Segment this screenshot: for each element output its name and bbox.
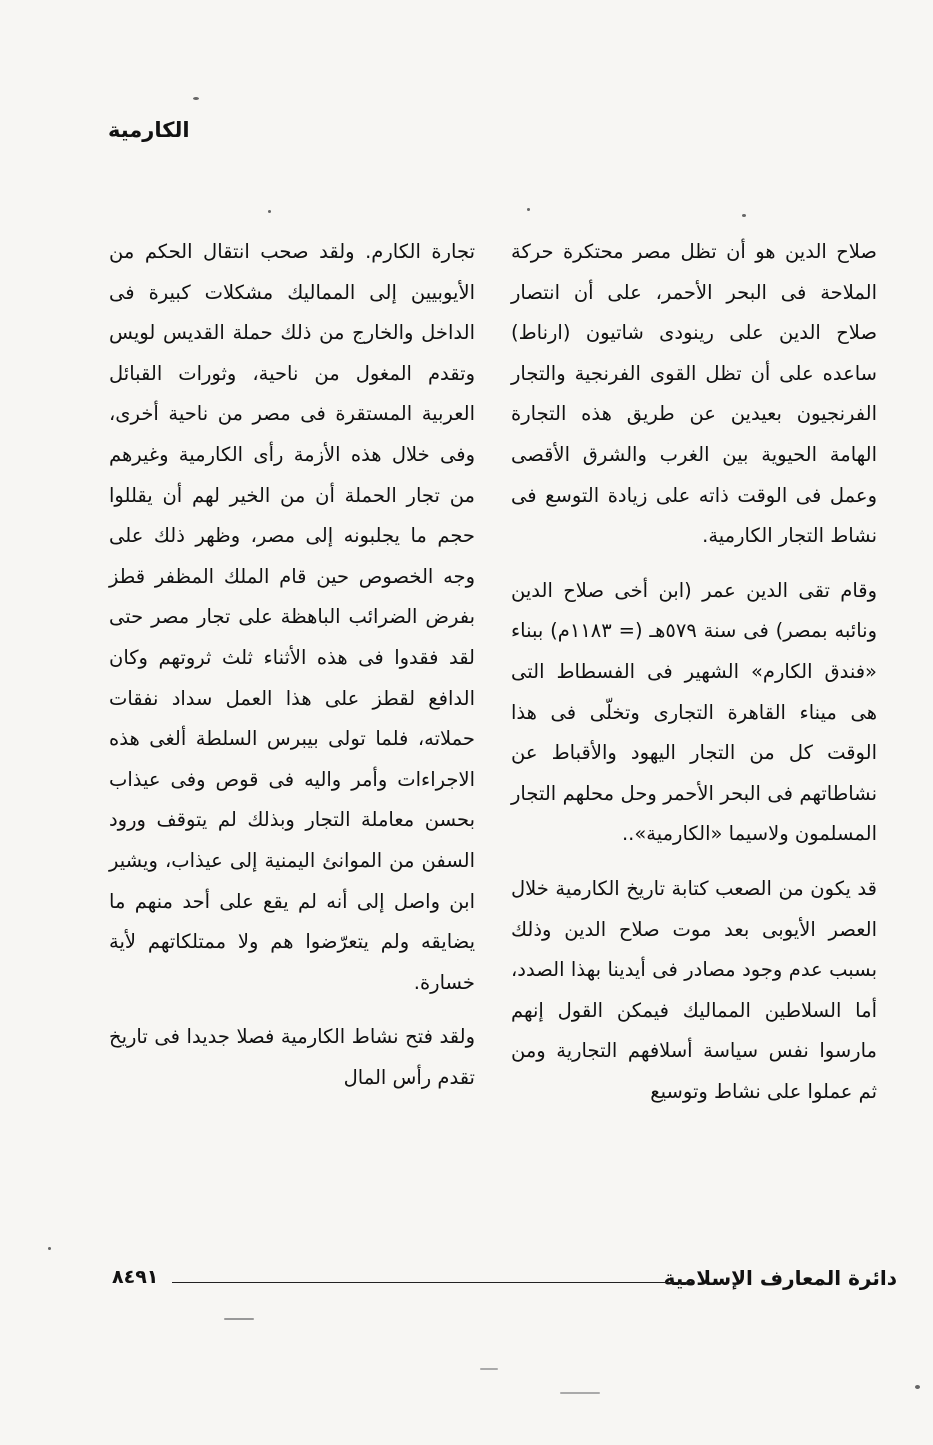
- footer-divider: [172, 1282, 692, 1283]
- scan-speck: [915, 1385, 920, 1389]
- page-number: ٨٤٩١: [112, 1266, 159, 1288]
- right-column: [511, 232, 877, 1112]
- paragraph-1: صلاح الدين هو أن تظل مصر محتكرة حركة الملاحة فى البحر الأحمر، على أن انتصار صلاح الدين على رينودى شاتيون (ارناط) ساعده على أن تظل القوى الفرنجية والتجار الفرنجيون بعيدين عن طريق هذه التجارة الهامة الحيوية بين الغرب والشرق الأقصى وعمل فى الوقت ذاته على زيادة التوسع فى نشاط التجار الكارمية.: [511, 240, 877, 548]
- scan-speck: [224, 1318, 254, 1320]
- paragraph-4: تجارة الكارم. ولقد صحب انتقال الحكم من الأيوبيين إلى المماليك مشكلات كبيرة فى الداخل والخارج من ذلك حملة القديس لويس وتقدم المغول من ناحية، وثورات القبائل العربية المستقرة فى مصر من ناحية أخرى، وفى خلال هذه الأزمة رأى الكارمية وغيرهم من تجار الحملة أن من الخير لهم أن يقللوا حجم ما يجلبونه إلى مصر، وظهر ذلك على وجه الخصوص حين قام الملك المظفر قطز بفرض الضرائب الباهظة على تجار مصر حتى لقد فقدوا فى هذه الأثناء ثلث ثروتهم وكان الدافع لقطز على هذا العمل سداد نفقات حملاته، فلما تولى بيبرس السلطة ألغى هذه الاجراءات وأمر واليه فى قوص وفى عيذاب بحسن معاملة التجار وبذلك لم يتوقف ورود السفن من الموانئ اليمنية إلى عيذاب، ويشير ابن واصل إلى أنه لم يقع على أحد منهم ما يضايقه ولم يتعرّضوا هم ولا ممتلكاتهم لأية خسارة.: [109, 240, 475, 994]
- paragraph-5: ولقد فتح نشاط الكارمية فصلا جديدا فى تاريخ تقدم رأس المال: [109, 1025, 475, 1089]
- scan-speck: [480, 1368, 498, 1370]
- paragraph-3: قد يكون من الصعب كتابة تاريخ الكارمية خلال العصر الأيوبى بعد موت صلاح الدين وذلك بسبب عدم وجود مصادر فى أيدينا بهذا الصدد، أما السلاطين المماليك فيمكن القول إنهم مارسوا نفس سياسة أسلافهم التجارية ومن ثم عملوا على نشاط وتوسيع: [511, 876, 877, 1103]
- scan-speck: [48, 1247, 51, 1250]
- footer-publication-title: دائرة المعارف الإسلامية: [663, 1266, 897, 1290]
- scan-speck: [193, 97, 199, 100]
- left-column: [109, 232, 475, 1098]
- running-head-title: الكارمية: [108, 118, 190, 142]
- scan-speck: [268, 210, 271, 213]
- scan-speck: [560, 1392, 600, 1394]
- paragraph-2: وقام تقى الدين عمر (ابن أخى صلاح الدين ونائبه بمصر) فى سنة ٥٧٩هـ (= ١١٨٣م) ببناء «فندق الكارم» الشهير فى الفسطاط التى هى ميناء القاهرة التجارى وتخلّى فى هذا الوقت كل من التجار اليهود والأقباط عن نشاطاتهم فى البحر الأحمر وحل محلهم التجار المسلمون ولاسيما «الكارمية»..: [511, 578, 878, 846]
- scan-speck: [742, 214, 746, 217]
- scan-speck: [527, 208, 530, 211]
